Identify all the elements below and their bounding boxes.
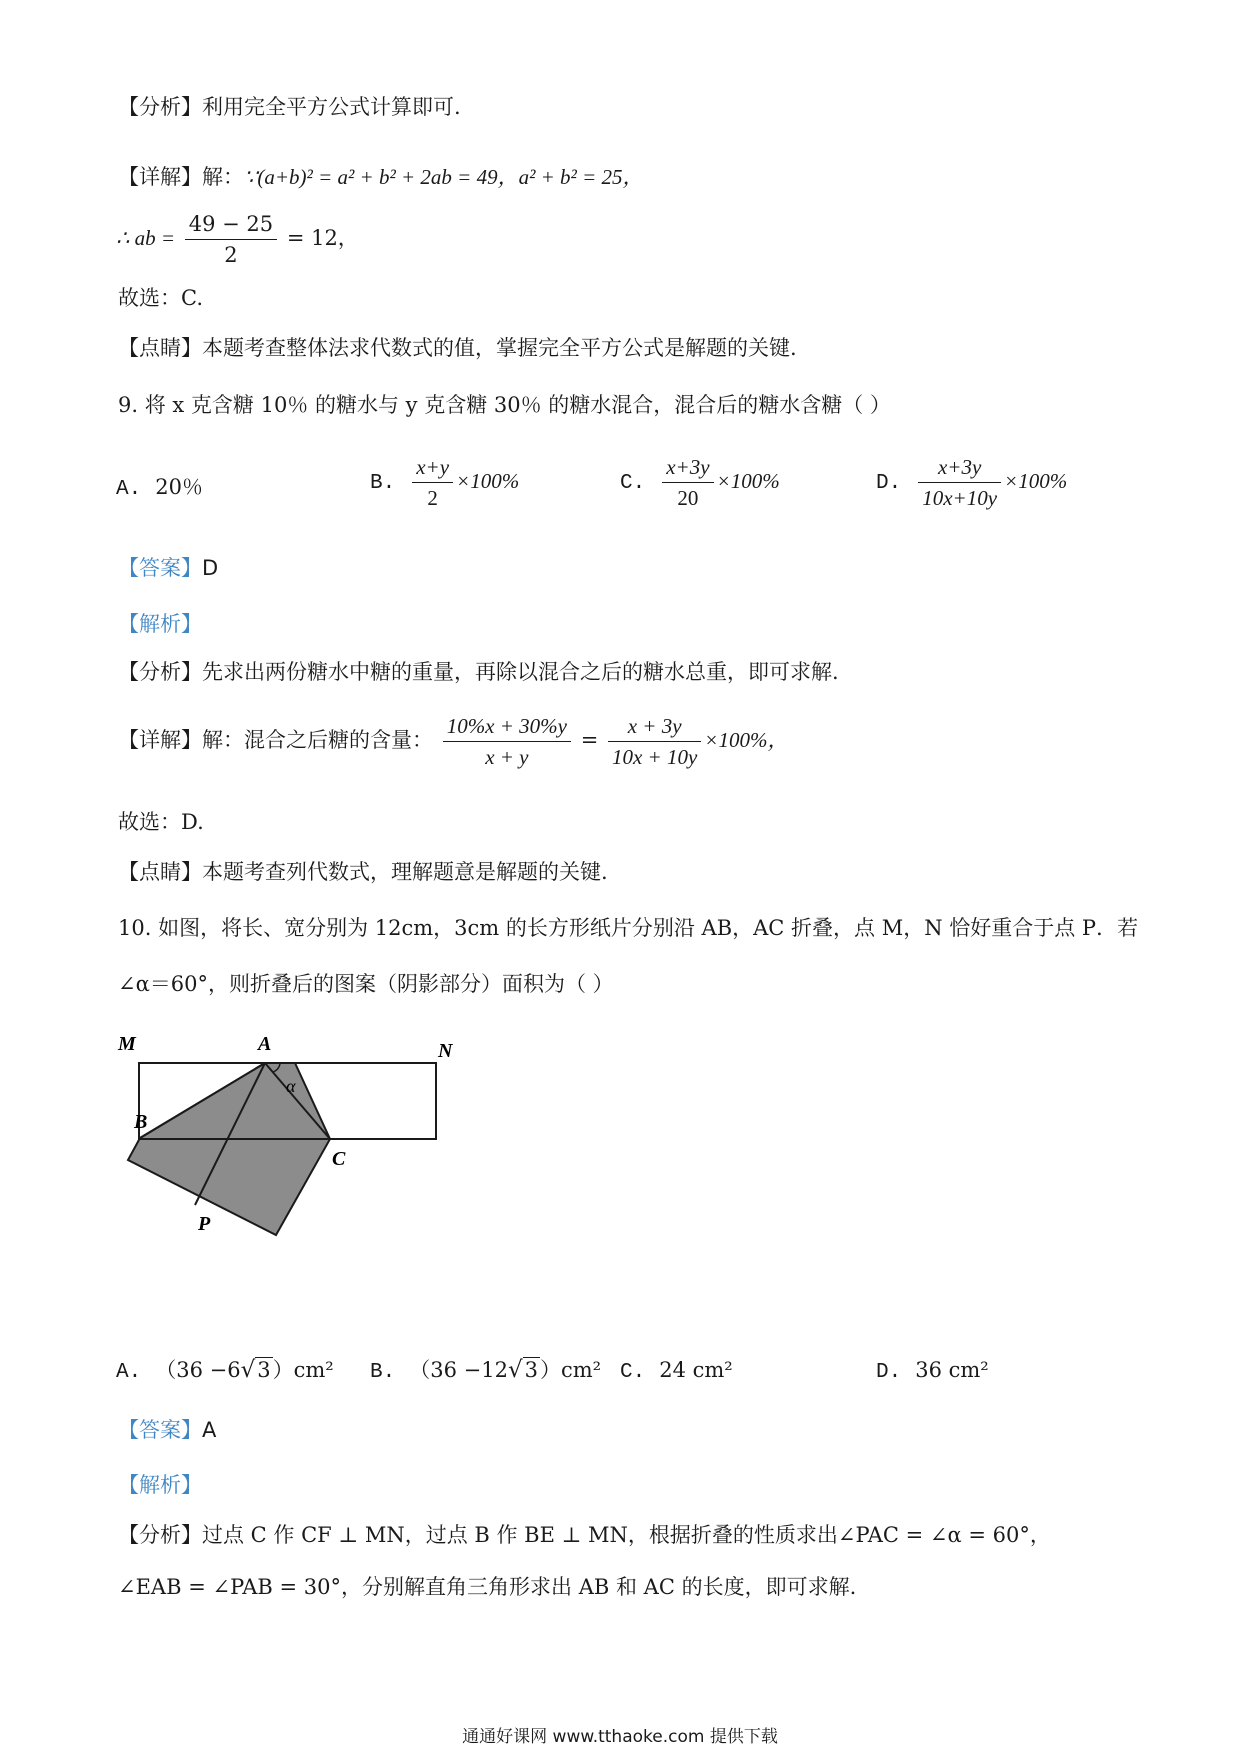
q8-step-prefix: ∴ ab = <box>116 226 176 250</box>
q9-option-b-fraction <box>412 452 453 513</box>
shaded-region <box>128 1063 330 1235</box>
q8-detail-formula: ∵(a+b)² = a² + b² + 2ab = 49，a² + b² = 25， <box>244 165 644 189</box>
q9-option-d-numerator: x+3y <box>918 452 1001 483</box>
q9-detail-f2-denominator: 10x + 10y <box>611 745 698 769</box>
q10-option-b-pre: （36 −12 <box>409 1358 508 1382</box>
q10-parse-label: 【解析】 <box>118 1473 202 1497</box>
q10-option-d <box>876 1355 989 1388</box>
q10-stem-line1: 10. 如图，将长、宽分别为 12cm，3cm 的长方形纸片分别沿 AB，AC 折叠，点 M，N 恰好重合于点 P．若 <box>118 916 1139 940</box>
q10-option-a-post: ）cm² <box>272 1358 334 1382</box>
q9-detail-fraction-2 <box>608 711 701 772</box>
q9-option-c-label: C. <box>620 472 646 495</box>
q8-step-denominator: 2 <box>224 243 238 267</box>
q10-stem-line2: ∠α＝60°，则折叠后的图案（阴影部分）面积为（ ） <box>118 972 614 996</box>
q9-option-d-label: D. <box>876 472 902 495</box>
q9-option-b-suffix: ×100% <box>456 469 520 493</box>
q10-option-a: A. （36 −6√3）cm² <box>116 1357 334 1384</box>
q9-parse-label: 【解析】 <box>118 612 202 636</box>
q8-step-numerator: 49 − 25 <box>185 209 277 240</box>
q10-option-d-label: D. <box>876 1361 902 1384</box>
q8-step-suffix: = 12， <box>286 226 359 250</box>
q9-detail-f1-numerator: 10%x + 30%y <box>443 711 571 742</box>
q9-detail-label: 【详解】解：混合之后糖的含量： <box>118 728 433 752</box>
q9-option-a-text: 20％ <box>155 475 203 499</box>
page-footer: 通通好课网 www.tthaoke.com 提供下载 <box>462 1727 778 1747</box>
q10-option-a-pre: （36 −6 <box>155 1358 241 1382</box>
q10-option-a-radicand: 3 <box>257 1358 271 1382</box>
q10-option-c-text: 24 cm² <box>659 1358 733 1382</box>
q10-option-c-label: C. <box>620 1361 646 1384</box>
q9-option-c-numerator: x+3y <box>662 452 713 483</box>
q10-answer-value: A <box>202 1418 217 1442</box>
q8-comment: 【点睛】本题考查整体法求代数式的值，掌握完全平方公式是解题的关键. <box>118 336 797 360</box>
q9-stem: 9. 将 x 克含糖 10％ 的糖水与 y 克含糖 30％ 的糖水混合，混合后的糖水含糖（ ） <box>118 393 891 417</box>
q10-answer-label: 【答案】 <box>118 1418 202 1442</box>
q8-choice: 故选：C. <box>118 286 203 310</box>
q10-option-b: B. （36 −12√3）cm² <box>370 1357 602 1384</box>
label-alpha: α <box>286 1076 296 1096</box>
q9-detail-fraction-1 <box>443 711 571 772</box>
q9-option-b-label: B. <box>370 472 396 495</box>
q9-analysis: 【分析】先求出两份糖水中糖的重量，再除以混合之后的糖水总重，即可求解. <box>118 660 839 684</box>
q9-answer <box>118 553 218 583</box>
fold-figure <box>110 1025 480 1245</box>
q9-option-b-numerator: x+y <box>412 452 453 483</box>
q9-option-d-fraction <box>918 452 1001 513</box>
q9-option-c <box>620 452 780 513</box>
q9-option-d-suffix: ×100% <box>1004 469 1068 493</box>
q8-detail-label: 【详解】解： <box>118 165 244 189</box>
q10-analysis-line1: 【分析】过点 C 作 CF ⊥ MN，过点 B 作 BE ⊥ MN，根据折叠的性质求出∠PAC = ∠α = 60°， <box>118 1523 1051 1547</box>
q9-option-d-denominator: 10x+10y <box>922 486 998 510</box>
q10-option-c <box>620 1355 733 1388</box>
q9-option-a-label: A. <box>116 478 142 501</box>
q9-detail-f1-denominator: x + y <box>485 745 529 769</box>
q8-step <box>116 208 359 270</box>
q8-analysis: 【分析】利用完全平方公式计算即可. <box>118 95 461 119</box>
q9-answer-value: D <box>202 556 219 580</box>
q10-option-b-label: B. <box>370 1361 396 1384</box>
q9-answer-label: 【答案】 <box>118 556 202 580</box>
q10-option-b-radicand: 3 <box>524 1358 538 1382</box>
q9-comment: 【点睛】本题考查列代数式，理解题意是解题的关键. <box>118 860 608 884</box>
q9-option-a <box>116 472 203 505</box>
q10-answer <box>118 1415 216 1445</box>
q9-detail-suffix: ×100%， <box>704 728 789 752</box>
q9-option-b-denominator: 2 <box>427 486 438 510</box>
q9-detail-f2-numerator: x + 3y <box>608 711 701 742</box>
q10-option-d-text: 36 cm² <box>915 1358 989 1382</box>
q10-option-a-label: A. <box>116 1361 142 1384</box>
q9-option-c-fraction <box>662 452 713 513</box>
q9-option-c-denominator: 20 <box>677 486 699 510</box>
q9-option-c-suffix: ×100% <box>716 469 780 493</box>
label-c: C <box>332 1148 346 1170</box>
q9-option-d <box>876 452 1067 513</box>
q9-choice: 故选：D. <box>118 810 204 834</box>
label-n: N <box>438 1040 453 1062</box>
q8-detail <box>118 162 644 192</box>
label-a: A <box>258 1033 272 1055</box>
q9-option-b <box>370 452 519 513</box>
q10-option-b-post: ）cm² <box>539 1358 602 1382</box>
label-m: M <box>118 1033 136 1055</box>
label-b: B <box>134 1111 148 1133</box>
q8-step-fraction <box>185 209 277 270</box>
q10-analysis-line2: ∠EAB = ∠PAB = 30°，分别解直角三角形求出 AB 和 AC 的长度，即可求解. <box>118 1575 857 1599</box>
label-p: P <box>198 1213 211 1235</box>
q9-detail: 【详解】解：混合之后糖的含量： $\frac{10\%x + 30\%y}{x + y}$ = $\frac{x + 3y}{10x + 10y}$ ×100%， <box>118 710 788 772</box>
